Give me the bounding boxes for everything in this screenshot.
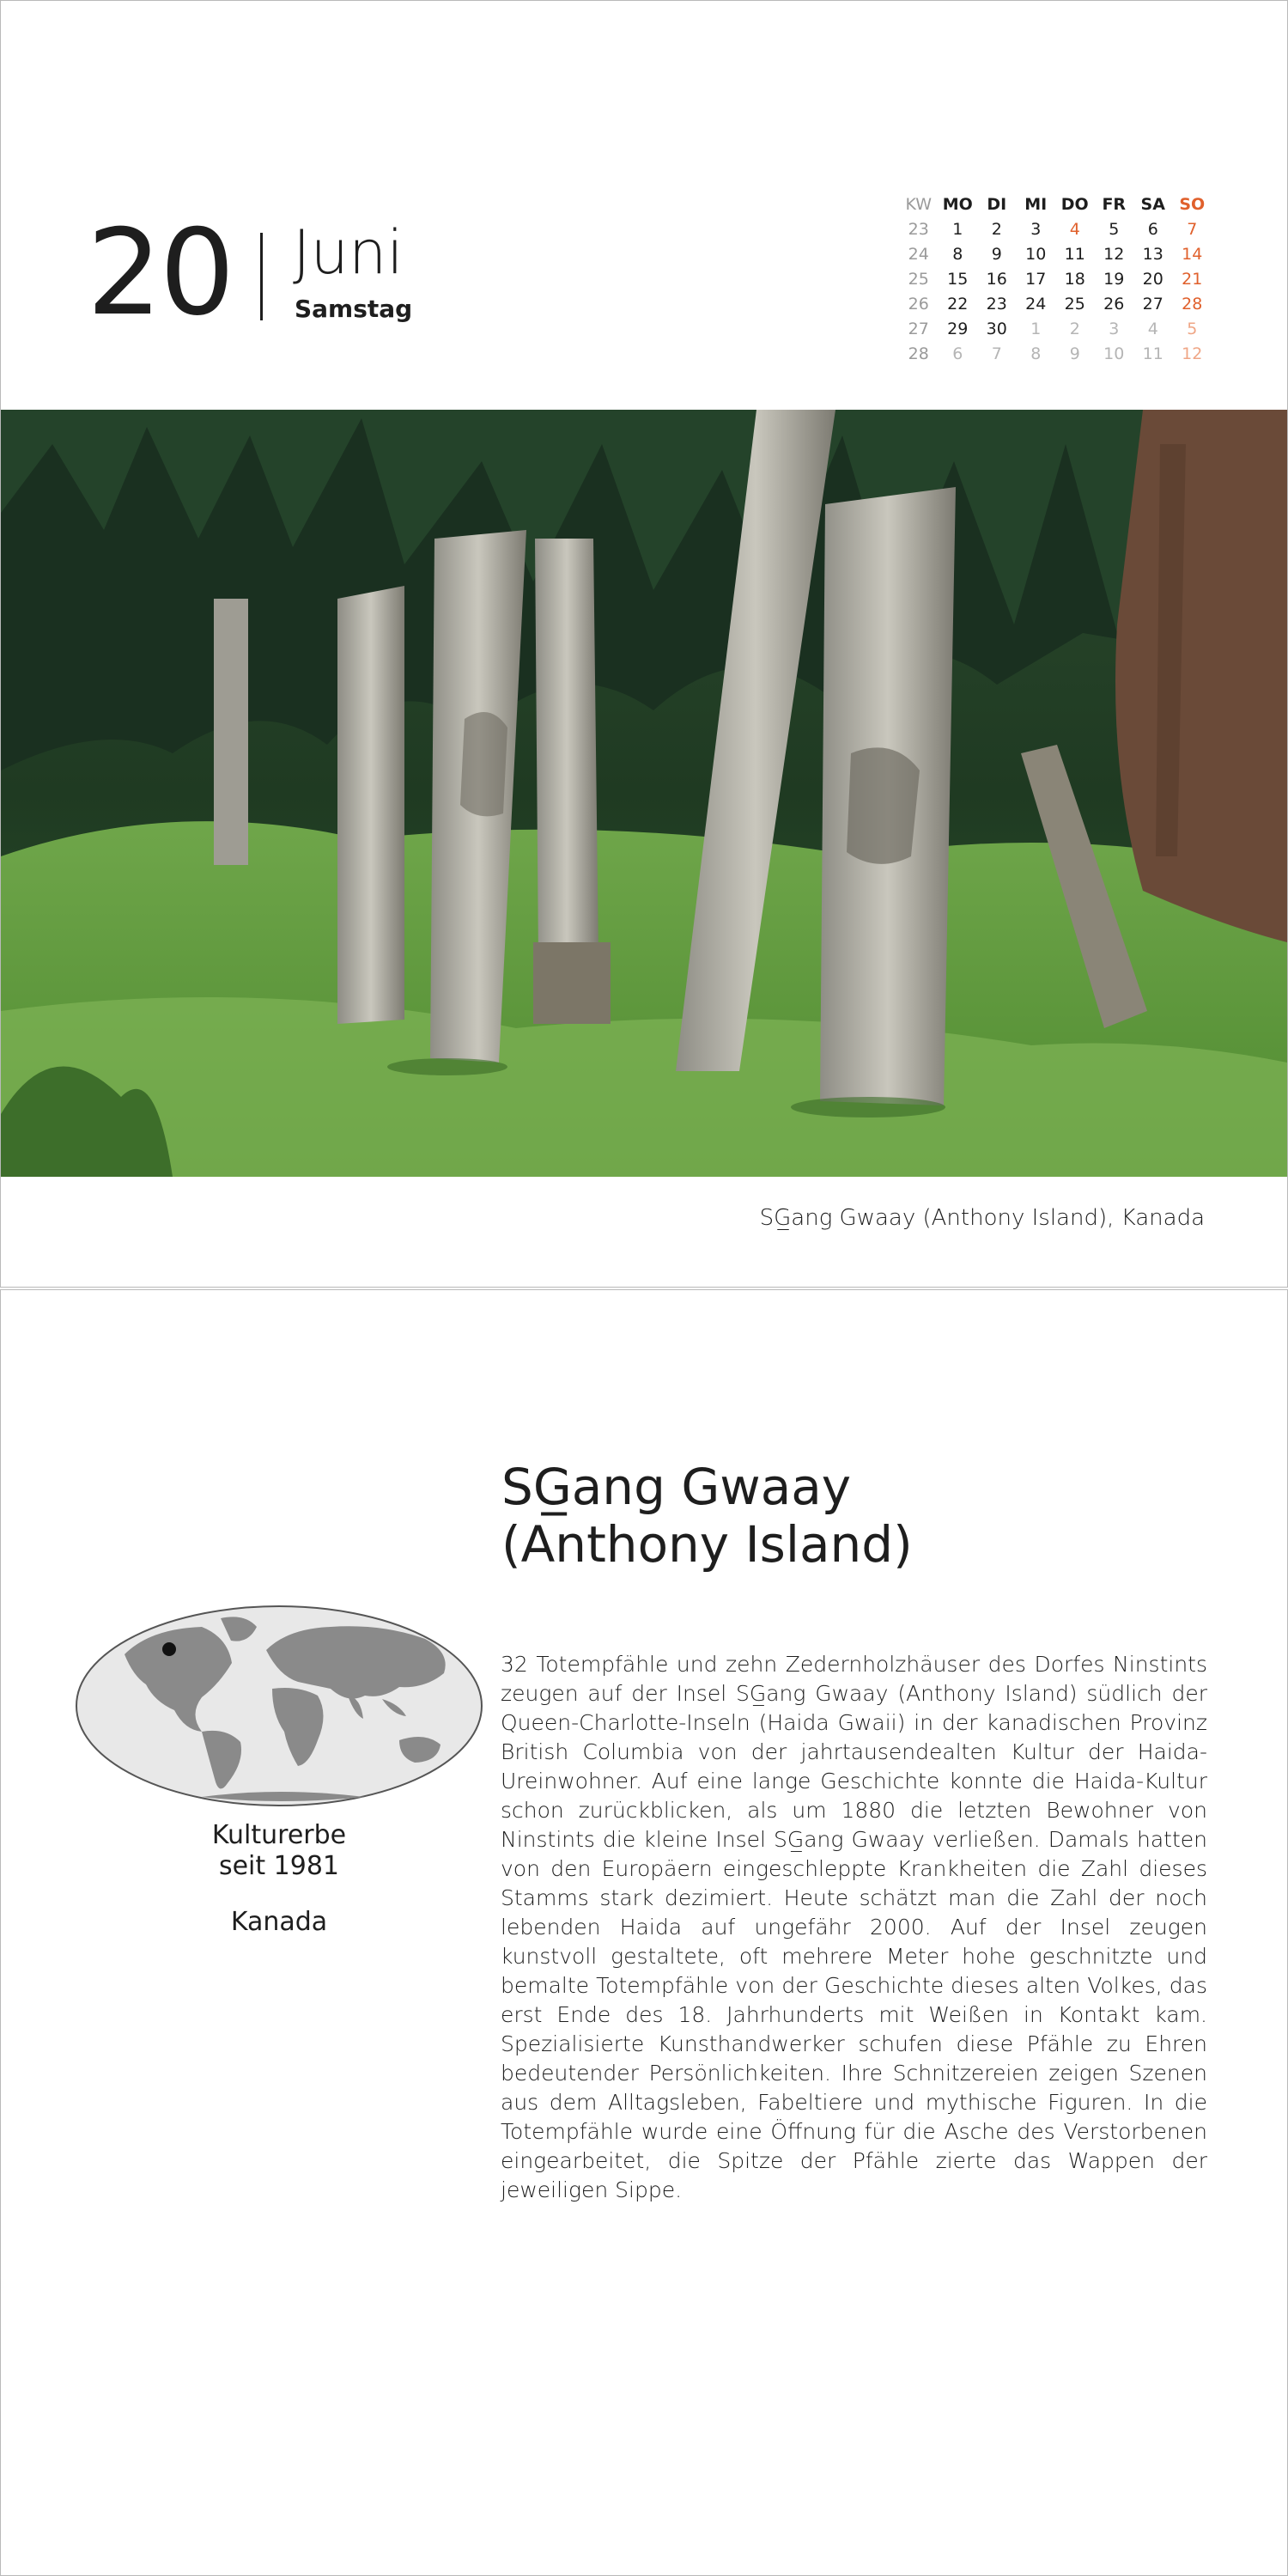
calendar-week-row [899,241,1212,266]
calendar-day: 17 [1025,269,1047,289]
calendar-day: 8 [1030,344,1042,363]
calendar-week-row [899,316,1212,341]
calendar-week-row [899,216,1212,241]
calendar-day: 10 [1103,344,1125,363]
calendar-header-mo: MO [942,194,973,214]
calendar-day: 23 [986,294,1007,314]
calendar-day: 11 [1064,244,1085,264]
calendar-day: 21 [1182,269,1203,289]
calendar-header-kw: KW [905,194,933,214]
calendar-day: 5 [1187,319,1198,338]
calendar-day: 30 [986,319,1007,338]
calendar-day: 28 [1182,294,1203,314]
photo-caption: SG̲ang Gwaay (Anthony Island), Kanada [759,1205,1205,1231]
calendar-day: 6 [1147,219,1158,239]
article-page [0,1289,1288,2576]
calendar-day: 20 [1142,269,1163,289]
calendar-week-number: 23 [908,219,929,239]
calendar-day: 27 [1142,294,1163,314]
location-marker-icon [162,1642,176,1656]
calendar-header-sa: SA [1140,194,1165,214]
calendar-header-di: DI [987,194,1007,214]
country-label: Kanada [230,1907,328,1937]
calendar-day: 16 [986,269,1007,289]
world-map [73,1603,485,1809]
calendar-week-row [899,266,1212,291]
calendar-week-number: 26 [908,294,929,314]
date-month: Juni [293,217,404,288]
calendar-day: 18 [1064,269,1085,289]
calendar-day: 3 [1030,219,1042,239]
calendar-day: 3 [1109,319,1120,338]
calendar-week-number: 28 [908,344,929,363]
calendar-day: 9 [991,244,1002,264]
calendar-header-so: SO [1179,194,1206,214]
calendar-week-row [899,341,1212,366]
calendar-day: 29 [947,319,969,338]
calendar-header-row [899,192,1212,216]
calendar-day: 5 [1109,219,1120,239]
title-line-2: (Anthony Island) [501,1515,913,1574]
calendar-day: 22 [947,294,969,314]
calendar-day: 14 [1182,244,1203,264]
calendar-day: 1 [952,219,963,239]
calendar-week-number: 27 [908,319,929,338]
article-body: 32 Totempfähle und zehn Zedernholzhäuser des Dorfes Ninstints zeugen auf der Insel SG̲ang Gwaay (Anthony Island) südlich der Queen-Charlotte-Inseln (Haida Gwaii) in der kanadischen Provinz British Columbia von der jahrtausendealten Kultur der Haida-Ureinwohner. Auf eine lange Geschichte konnte die Haida-Kultur schon zurückblicken, als um 1880 die letzten Bewohner von Ninstints die kleine Insel SG̲ang Gwaay verließen. Damals hatten von den Europäern eingeschleppte Krankheiten die Zahl dieses Stamms stark dezimiert. Heute schätzt man die Zahl der noch lebenden Haida auf ungefähr 2000. Auf der Insel zeugen kunstvoll gestaltete, oft mehrere Meter hohe geschnitzte und bemalte Totempfähle von der Geschichte dieses alten Volkes, das erst Ende des 18. Jahrhunderts mit Weißen in Kontakt kam. Spezialisierte Kunsthandwerker schufen diese Pfähle zu Ehren bedeutender Persönlichkeiten. Ihre Schnitzereien zeigen Szenen aus dem Alltagsleben, Fabeltiere und mythische Figuren. In die Totempfähle wurde eine Öffnung für die Asche des Verstorbenen eingearbeitet, die Spitze der Pfähle zierte das Wappen der jeweiligen Sippe. [501,1652,1207,2202]
calendar-day: 10 [1025,244,1047,264]
calendar-week-row [899,291,1212,316]
world-map-icon [73,1603,485,1809]
forest-totem-illustration [1,410,1287,1177]
calendar-day: 4 [1147,319,1158,338]
heritage-line-2: seit 1981 [218,1851,340,1881]
calendar-day: 11 [1142,344,1163,363]
calendar-week-number: 25 [908,269,929,289]
date-divider [260,233,263,320]
calendar-day: 2 [1069,319,1080,338]
month-calendar [899,192,1212,366]
calendar-header-mi: MI [1024,194,1048,214]
title-line-1: SG̲ang Gwaay [501,1458,852,1516]
calendar-header-do: DO [1060,194,1089,214]
calendar-day: 13 [1142,244,1163,264]
calendar-day: 1 [1030,319,1042,338]
calendar-day: 4 [1069,219,1080,239]
calendar-day: 7 [1187,219,1198,239]
calendar-day: 26 [1103,294,1125,314]
calendar-day: 19 [1103,269,1125,289]
calendar-day: 24 [1025,294,1047,314]
calendar-day: 2 [991,219,1002,239]
calendar-day: 9 [1069,344,1080,363]
totem-poles-photo [1,410,1287,1177]
calendar-day: 25 [1064,294,1085,314]
calendar-day: 12 [1103,244,1125,264]
calendar-day: 12 [1182,344,1203,363]
heritage-line-1: Kulturerbe [211,1820,347,1850]
date-weekday: Samstag [295,295,413,323]
heritage-label [73,1820,485,1882]
calendar-week-number: 24 [908,244,929,264]
calendar-day: 7 [991,344,1002,363]
date-day: 20 [87,204,233,342]
calendar-header-fr: FR [1102,194,1127,214]
article-title [501,1459,913,1574]
calendar-day: 8 [952,244,963,264]
calendar-day: 6 [952,344,963,363]
calendar-day: 15 [947,269,969,289]
